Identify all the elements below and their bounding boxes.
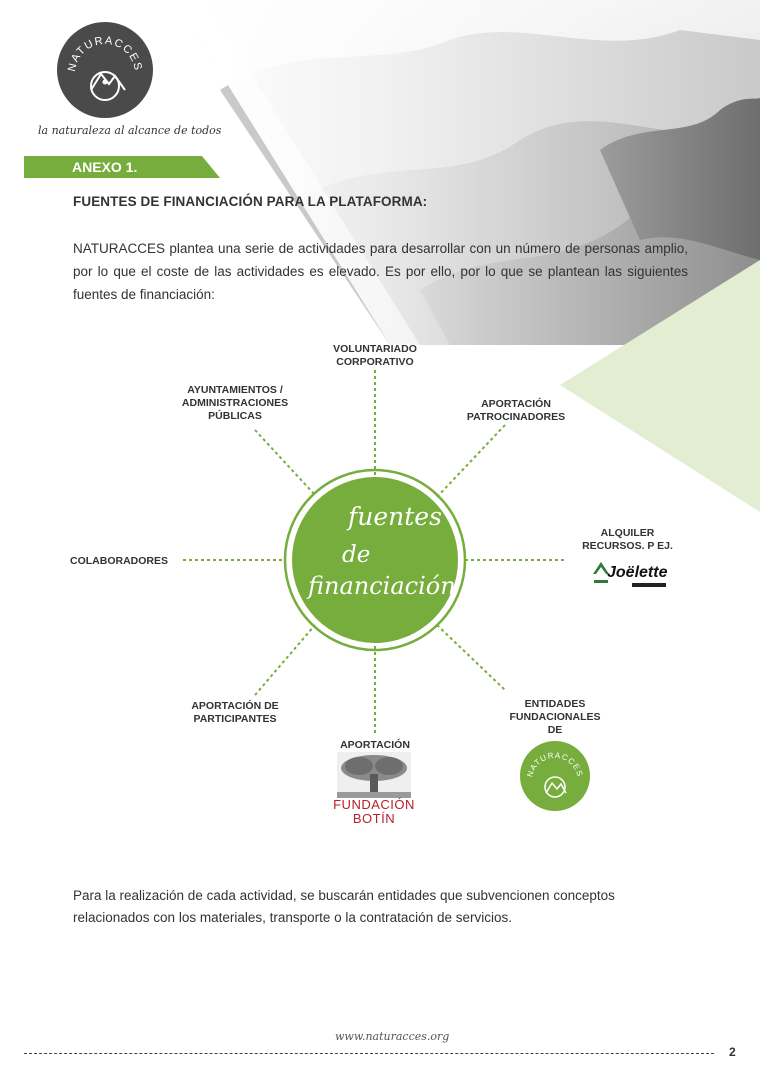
website-url: www.naturacces.org [335,1030,450,1043]
node-entidades: ENTIDADES FUNDACIONALES DE [509,698,601,736]
node-participantes: APORTACIÓN DE PARTICIPANTES [191,700,279,725]
node-patrocinadores: APORTACIÓN PATROCINADORES [466,398,566,423]
botin-line-1: FUNDACIÓN [333,797,415,812]
footer-divider [24,1053,714,1054]
page-number: 2 [729,1045,736,1059]
small-logo-text: NATURACCES [525,750,585,778]
center-line-2: de [342,542,371,568]
section-heading: FUENTES DE FINANCIACIÓN PARA LA PLATAFORMA: [73,194,428,209]
intro-paragraph: NATURACCES plantea una serie de actividades para desarrollar con un número de personas amplio, por lo que el coste de las actividades es elevado. Es por ello, por lo que se plantean las siguientes fuentes de financiación: [73,241,688,302]
tree-icon [337,752,411,798]
spoke-top-left [255,430,315,495]
botin-line-2: BOTÍN [352,811,396,826]
node-voluntariado: VOLUNTARIADO CORPORATIVO [333,343,417,368]
naturacces-logo [57,22,153,118]
center-line-3: financiación [308,572,456,600]
node-colaboradores: COLABORADORES [70,555,169,567]
spoke-bottom-right [437,625,505,690]
spoke-top-right [437,425,505,497]
joelette-logo [592,560,668,590]
svg-text:NATURACCES [525,751,584,778]
tagline: la naturaleza al alcance de todos [38,124,222,137]
logo-text: NATURACCES [65,34,145,73]
closing-paragraph: Para la realización de cada actividad, se buscarán entidades que subvencionen conceptos relacionados con los materiales, transporte o la contratación de servicios. [73,888,615,925]
joelette-wordmark: Joëlette [607,564,668,581]
node-ayuntamientos: AYUNTAMIENTOS / ADMINISTRACIONES PÚBLICAS [181,384,289,422]
center-line-1: fuentes [348,502,442,531]
node-aportacion: APORTACIÓN [340,739,410,751]
fundacion-botin-logo [318,798,430,826]
svg-text:NATURACCES [66,35,144,73]
center-label [290,500,460,620]
spoke-bottom-left [255,625,315,695]
section-label: ANEXO 1. [72,159,138,175]
node-alquiler: ALQUILER RECURSOS. P EJ. [582,527,673,552]
naturacces-small-logo [520,741,590,811]
joelette-underline [632,583,666,587]
